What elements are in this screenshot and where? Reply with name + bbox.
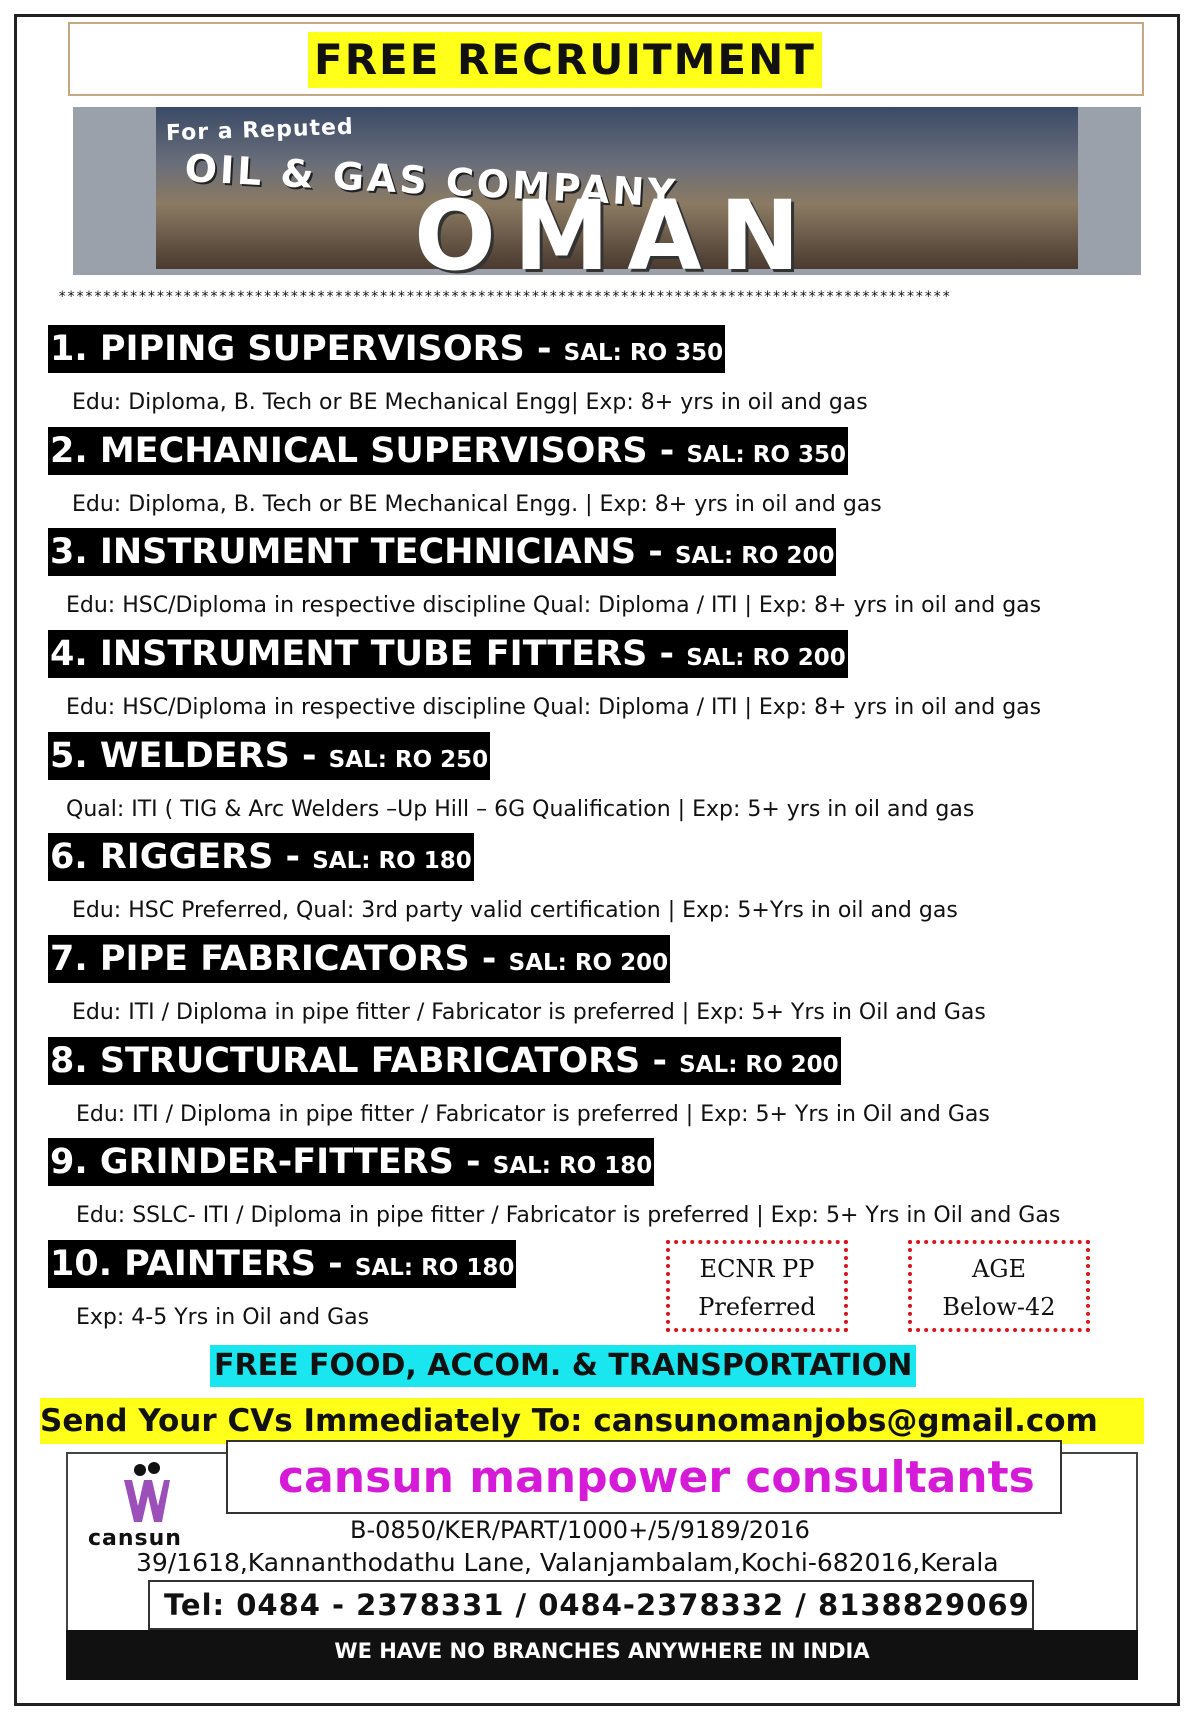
job-salary: SAL: RO 200 (679, 1052, 839, 1078)
job-title: 7. PIPE FABRICATORS - (50, 939, 509, 979)
job-heading (48, 1138, 654, 1186)
cansun-logo-icon (118, 1462, 172, 1524)
job-salary: SAL: RO 180 (354, 1255, 515, 1281)
star-divider: **************************************************************************************************** (58, 289, 951, 305)
job-heading (48, 1240, 516, 1288)
job-salary: SAL: RO 250 (328, 747, 489, 773)
benefits-banner: FREE FOOD, ACCOM. & TRANSPORTATION (210, 1345, 916, 1387)
logo-text: cansun (88, 1526, 182, 1551)
banner-subtitle: For a Reputed (165, 114, 355, 147)
job-details: Edu: HSC Preferred, Qual: 3rd party valid certification | Exp: 5+Yrs in oil and gas (72, 898, 958, 923)
telephone: Tel: 0484 - 2378331 / 0484-2378332 / 8138829069 (164, 1588, 1030, 1622)
job-heading (48, 1037, 841, 1085)
address: 39/1618,Kannanthodathu Lane, Valanjambalam,Kochi-682016,Kerala (136, 1548, 999, 1577)
job-heading (48, 630, 848, 678)
banner-company-type: OIL & GAS COMPANY (183, 146, 679, 216)
job-salary: SAL: RO 180 (312, 848, 472, 874)
job-heading (48, 833, 474, 881)
job-details: Exp: 4-5 Yrs in Oil and Gas (76, 1305, 370, 1330)
job-heading (48, 935, 670, 983)
job-heading (48, 325, 725, 373)
job-details: Edu: HSC/Diploma in respective discipline Qual: Diploma / ITI | Exp: 8+ yrs in oil and gas (66, 695, 1042, 720)
job-heading (48, 427, 848, 475)
cv-email-line: Send Your CVs Immediately To: cansunomanjobs@gmail.com (40, 1398, 1144, 1444)
company-name: cansun manpower consultants (278, 1452, 1035, 1503)
no-branches-bar: WE HAVE NO BRANCHES ANYWHERE IN INDIA (66, 1630, 1138, 1680)
job-details: Edu: ITI / Diploma in pipe fitter / Fabricator is preferred | Exp: 5+ Yrs in Oil and Gas (76, 1102, 990, 1127)
age-note (908, 1240, 1090, 1332)
age-note-line2: Below-42 (942, 1293, 1056, 1321)
job-heading (48, 732, 490, 780)
job-salary: SAL: RO 350 (563, 340, 724, 366)
job-title: 8. STRUCTURAL FABRICATORS - (50, 1041, 680, 1081)
job-title: 9. GRINDER-FITTERS - (50, 1142, 493, 1182)
job-details: Edu: Diploma, B. Tech or BE Mechanical Engg| Exp: 8+ yrs in oil and gas (72, 390, 868, 415)
job-title: 10. PAINTERS - (50, 1244, 355, 1284)
ecnr-note-line1: ECNR PP (699, 1255, 815, 1283)
job-salary: SAL: RO 350 (686, 442, 846, 468)
poster-title: FREE RECRUITMENT (308, 32, 822, 88)
age-note-line1: AGE (971, 1255, 1027, 1283)
ecnr-note (666, 1240, 848, 1332)
license-number: B-0850/KER/PART/1000+/5/9189/2016 (350, 1516, 810, 1544)
job-details: Edu: HSC/Diploma in respective discipline Qual: Diploma / ITI | Exp: 8+ yrs in oil and gas (66, 593, 1042, 618)
job-title: 3. INSTRUMENT TECHNICIANS - (50, 532, 675, 572)
job-salary: SAL: RO 200 (674, 543, 835, 569)
job-salary: SAL: RO 200 (686, 645, 846, 671)
job-details: Edu: SSLC- ITI / Diploma in pipe fitter / Fabricator is preferred | Exp: 5+ Yrs in Oil and Gas (76, 1203, 1061, 1228)
job-salary: SAL: RO 200 (508, 950, 669, 976)
job-salary: SAL: RO 180 (492, 1153, 653, 1179)
ecnr-note-line2: Preferred (698, 1293, 816, 1321)
banner-country: OMAN (414, 180, 818, 292)
job-details: Edu: Diploma, B. Tech or BE Mechanical Engg. | Exp: 8+ yrs in oil and gas (72, 492, 882, 517)
job-heading (48, 528, 836, 576)
job-details: Edu: ITI / Diploma in pipe fitter / Fabricator is preferred | Exp: 5+ Yrs in Oil and Gas (72, 1000, 986, 1025)
job-title: 6. RIGGERS - (50, 837, 313, 877)
job-details: Qual: ITI ( TIG & Arc Welders –Up Hill – 6G Qualification | Exp: 5+ yrs in oil and gas (66, 797, 975, 822)
job-title: 5. WELDERS - (50, 736, 329, 776)
job-title: 1. PIPING SUPERVISORS - (50, 329, 564, 369)
job-title: 4. INSTRUMENT TUBE FITTERS - (50, 634, 687, 674)
job-title: 2. MECHANICAL SUPERVISORS - (50, 431, 687, 471)
